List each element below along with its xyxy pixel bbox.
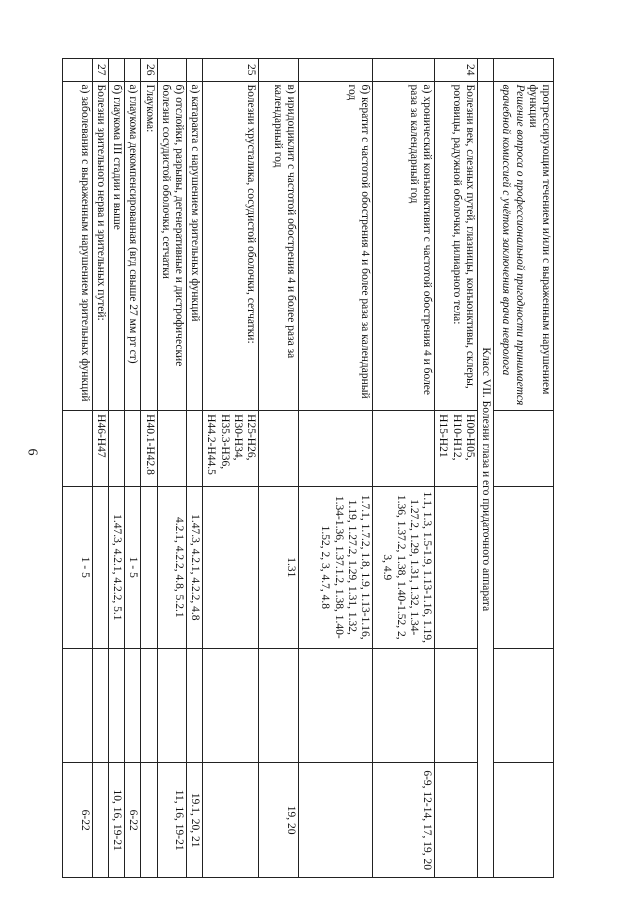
contraindication-b-cell bbox=[62, 648, 92, 763]
row-number-cell: 26 bbox=[141, 59, 157, 82]
icd-code-cell bbox=[373, 411, 435, 487]
italic-note: Решение вопроса о профессиональной пригодности принимается врачебной комиссией с учётом заключения врача невролога bbox=[500, 84, 526, 406]
row-number-cell bbox=[157, 59, 186, 82]
contraindication-b-cell bbox=[187, 648, 203, 763]
contraindication-c-cell: 6-9, 12-14, 17, 19, 20 bbox=[373, 763, 435, 878]
contraindication-a-cell: 1.47.3, 4.2.1, 4.2.2, 4.8 bbox=[187, 486, 203, 648]
contraindication-b-cell bbox=[259, 648, 299, 763]
contraindication-c-cell: 19, 20 bbox=[259, 763, 299, 878]
disease-name-cell: б) отслойки, разрывы, дегенеративные и дистрофические болезни сосудистой оболочки, сетчатки bbox=[157, 81, 186, 411]
disease-name-cell: Болезни век, слезных путей, глазницы, конъюнктивы, склеры, роговицы, радужной оболочки, цилиарного тела: bbox=[435, 81, 478, 411]
table-row bbox=[141, 59, 157, 878]
disease-name-cell: Болезни хрусталика, сосудистой оболочки, сетчатки: bbox=[203, 81, 259, 411]
contraindication-b-cell bbox=[125, 648, 141, 763]
contraindication-c-cell bbox=[435, 763, 478, 878]
contraindication-a-cell: 1.31 bbox=[259, 486, 299, 648]
table-row bbox=[62, 59, 92, 878]
contraindication-a-cell bbox=[141, 486, 157, 648]
disease-name-cell: а) заболевания с выраженным нарушением зрительных функций bbox=[62, 81, 92, 411]
contraindication-c-cell: 10, 16, 19-21 bbox=[108, 763, 124, 878]
contraindication-c-cell bbox=[141, 763, 157, 878]
table-row bbox=[187, 59, 203, 878]
row-number-cell bbox=[373, 59, 435, 82]
contraindication-a-cell bbox=[435, 486, 478, 648]
disease-name-cell: а) хронический конъюнктивит с частотой обострения 4 и более раза за календарный год bbox=[373, 81, 435, 411]
contraindication-a-cell bbox=[92, 486, 108, 648]
class-heading: Класс VII. Болезни глаза и его придаточного аппарата bbox=[477, 81, 493, 877]
contraindication-b-cell bbox=[299, 648, 373, 763]
table-row bbox=[299, 59, 373, 878]
disease-name-cell: а) глаукома декомпенсированная (вгд свыше 27 мм рт ст) bbox=[125, 81, 141, 411]
icd-code-cell bbox=[62, 411, 92, 487]
row-number-cell: 27 bbox=[92, 59, 108, 82]
contraindication-c-cell: 19.1, 20, 21 bbox=[187, 763, 203, 878]
contraindication-b-cell bbox=[141, 648, 157, 763]
contraindication-a-cell: 1.1, 1.3, 1.5-1.9, 1.13-1.16, 1.19, 1.27.2, 1.29, 1.31, 1.32, 1.34-1.36, 1.37.2, 1.38, 1.40-1.52, 2, 3, 4.9 bbox=[373, 486, 435, 648]
rotated-table-sheet bbox=[78, 58, 554, 878]
table-row bbox=[92, 59, 108, 878]
table-row bbox=[203, 59, 259, 878]
table-row bbox=[373, 59, 435, 878]
table-row bbox=[494, 59, 554, 878]
contraindication-a-cell bbox=[203, 486, 259, 648]
icd-code-cell: H40.1-H42.8 bbox=[141, 411, 157, 487]
row-number-cell: 25 bbox=[203, 59, 259, 82]
disease-name-cell: б) кератит с частотой обострения 4 и более раза за календарный год bbox=[299, 81, 373, 411]
continuation-text: прогрессирующим течением и/или с выраженным нарушением функции bbox=[526, 84, 552, 395]
table-row bbox=[125, 59, 141, 878]
contraindication-c-cell bbox=[299, 763, 373, 878]
icd-code-cell: H25-H26, H30-H34, H35.3-H36, H44.2-H44.5 bbox=[203, 411, 259, 487]
contraindication-b-cell bbox=[108, 648, 124, 763]
contraindication-b-cell bbox=[157, 648, 186, 763]
icd-code-cell: H00-H05, H10-H12, H15-H21 bbox=[435, 411, 478, 487]
row-number-cell bbox=[108, 59, 124, 82]
page-number: 6 bbox=[24, 448, 40, 456]
contraindication-b-cell bbox=[435, 648, 478, 763]
table-row bbox=[157, 59, 186, 878]
disease-name-cell: а) катаракта с нарушением зрительных функций bbox=[187, 81, 203, 411]
row-number-cell bbox=[299, 59, 373, 82]
contraindication-b-cell bbox=[203, 648, 259, 763]
row-number-cell: 24 bbox=[435, 59, 478, 82]
disease-name-cell: б) глаукома III стадии и выше bbox=[108, 81, 124, 411]
icd-code-cell bbox=[299, 411, 373, 487]
contraindication-a-cell: 1 - 5 bbox=[125, 486, 141, 648]
row-number-cell bbox=[259, 59, 299, 82]
disease-name-cell: Глаукома: bbox=[141, 81, 157, 411]
contraindication-a-cell: 4.2.1, 4.2.2, 4.8, 5.2.1 bbox=[157, 486, 186, 648]
contraindication-c-cell bbox=[203, 763, 259, 878]
contraindication-a-cell: 1 - 5 bbox=[62, 486, 92, 648]
icd-code-cell bbox=[108, 411, 124, 487]
disease-name-cell: в) иридоциклит с частотой обострения 4 и более раза за календарный год bbox=[259, 81, 299, 411]
icd-code-cell bbox=[187, 411, 203, 487]
contraindication-c-cell: 11, 16, 19-21 bbox=[157, 763, 186, 878]
contraindication-b-cell bbox=[92, 648, 108, 763]
table-row bbox=[435, 59, 478, 878]
contraindication-a-cell: 1.47.3, 4.2.1, 4.2.2, 5.1 bbox=[108, 486, 124, 648]
contraindication-b-cell bbox=[373, 648, 435, 763]
icd-code-cell: H46-H47 bbox=[92, 411, 108, 487]
row-number-cell bbox=[125, 59, 141, 82]
contraindication-a-cell: 1.7.1, 1.7.2, 1.8, 1.9, 1.13-1.16, 1.19, 1.27.2, 1.29, 1.31, 1.32, 1.34-1.36, 1.37.1.2, 1.38, 1.40-1.52, 2, 3, 4.7, 4.8 bbox=[299, 486, 373, 648]
table-row bbox=[259, 59, 299, 878]
table-row bbox=[108, 59, 124, 878]
row-number-cell bbox=[187, 59, 203, 82]
table-row bbox=[477, 59, 493, 878]
disease-name-cell: Болезни зрительного нерва и зрительных путей: bbox=[92, 81, 108, 411]
contraindication-c-cell: 6-22 bbox=[125, 763, 141, 878]
contraindication-c-cell: 6-22 bbox=[62, 763, 92, 878]
icd-code-cell bbox=[157, 411, 186, 487]
row-number-cell bbox=[494, 59, 554, 82]
contraindication-c-cell bbox=[92, 763, 108, 878]
icd-code-cell bbox=[125, 411, 141, 487]
continuation-cell bbox=[494, 81, 554, 411]
criteria-table bbox=[62, 58, 554, 878]
row-number-cell bbox=[62, 59, 92, 82]
icd-code-cell bbox=[259, 411, 299, 487]
